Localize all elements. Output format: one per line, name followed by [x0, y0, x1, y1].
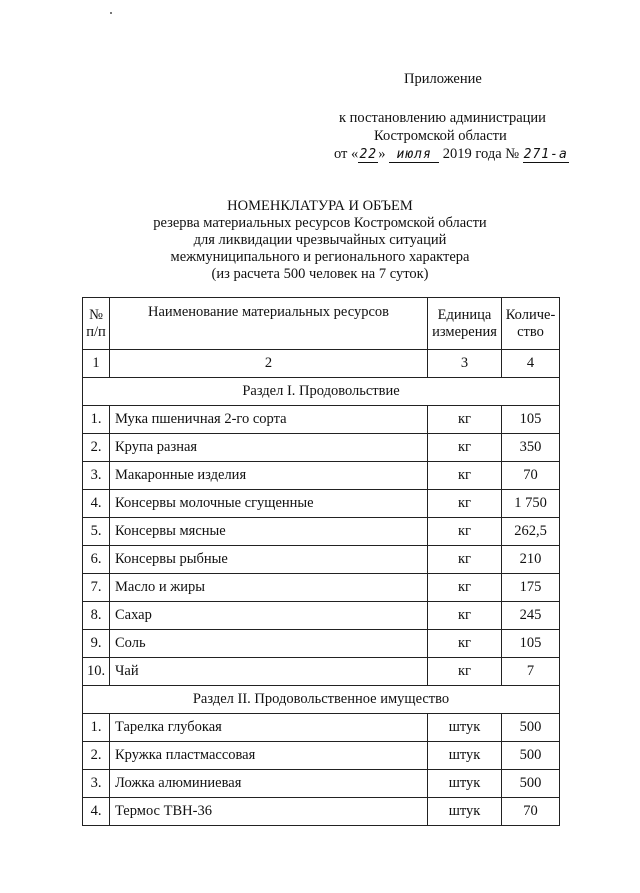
resource-name: Консервы молочные сгущенные: [110, 490, 428, 518]
unit-of-measure: кг: [428, 518, 502, 546]
unit-of-measure: кг: [428, 462, 502, 490]
index-cell: 1: [83, 350, 110, 378]
row-number: 1.: [83, 714, 110, 742]
resolution-number: 271-а: [523, 147, 568, 162]
quantity: 210: [502, 546, 560, 574]
date-quote: »: [378, 146, 386, 162]
table-row: [83, 434, 560, 462]
resource-name: Сахар: [110, 602, 428, 630]
table-row: [83, 574, 560, 602]
table-row: [83, 798, 560, 826]
date-year: 2019 года №: [442, 146, 520, 162]
title-line-3: для ликвидации чрезвычайных ситуаций: [193, 232, 447, 248]
quantity: 500: [502, 714, 560, 742]
resource-name: Масло и жиры: [110, 574, 428, 602]
resource-name: Термос ТВН-36: [110, 798, 428, 826]
resource-name: Крупа разная: [110, 434, 428, 462]
table-row: [83, 630, 560, 658]
header-unit: [428, 298, 502, 350]
index-cell: 3: [428, 350, 502, 378]
section-title: Раздел I. Продовольствие: [83, 378, 560, 406]
header-unit-line2: измерения: [432, 323, 497, 340]
unit-of-measure: кг: [428, 658, 502, 686]
table-row: [83, 490, 560, 518]
unit-of-measure: кг: [428, 406, 502, 434]
table-header-row: [83, 298, 560, 350]
unit-of-measure: кг: [428, 434, 502, 462]
resource-name: Мука пшеничная 2-го сорта: [110, 406, 428, 434]
header-num-line1: №: [89, 306, 103, 323]
index-cell: 2: [110, 350, 428, 378]
table-row: [83, 546, 560, 574]
row-number: 1.: [83, 406, 110, 434]
row-number: 5.: [83, 518, 110, 546]
date-day: 22: [359, 147, 378, 162]
quantity: 105: [502, 630, 560, 658]
quantity: 262,5: [502, 518, 560, 546]
quantity: 105: [502, 406, 560, 434]
quantity: 350: [502, 434, 560, 462]
table-row: [83, 406, 560, 434]
resource-name: Консервы рыбные: [110, 546, 428, 574]
row-number: 3.: [83, 462, 110, 490]
header-qty: [502, 298, 560, 350]
title-line-5: (из расчета 500 человек на 7 суток): [211, 266, 429, 282]
date-prefix: от «: [334, 146, 359, 162]
table-row: [83, 770, 560, 798]
table-row: [83, 742, 560, 770]
resource-name: Тарелка глубокая: [110, 714, 428, 742]
resources-table: [82, 297, 560, 826]
region-line: Костромской области: [374, 128, 507, 144]
header-num-line2: п/п: [86, 323, 106, 340]
unit-of-measure: кг: [428, 574, 502, 602]
unit-of-measure: кг: [428, 490, 502, 518]
unit-of-measure: кг: [428, 602, 502, 630]
header-num: [83, 298, 110, 350]
section-row: [83, 686, 560, 714]
header-qty-line1: Количе-: [505, 306, 556, 323]
row-number: 7.: [83, 574, 110, 602]
quantity: 1 750: [502, 490, 560, 518]
section-row: [83, 378, 560, 406]
quantity: 175: [502, 574, 560, 602]
unit-of-measure: кг: [428, 630, 502, 658]
table-row: [83, 518, 560, 546]
row-number: 4.: [83, 798, 110, 826]
row-number: 8.: [83, 602, 110, 630]
resource-name: Ложка алюминиевая: [110, 770, 428, 798]
unit-of-measure: штук: [428, 714, 502, 742]
header-unit-line1: Единица: [437, 306, 492, 323]
date-month: июля: [389, 147, 439, 163]
row-number: 3.: [83, 770, 110, 798]
quantity: 245: [502, 602, 560, 630]
resource-name: Чай: [110, 658, 428, 686]
resource-name: Кружка пластмассовая: [110, 742, 428, 770]
table-row: [83, 658, 560, 686]
quantity: 500: [502, 770, 560, 798]
header-name: Наименование материальных ресурсов: [110, 298, 428, 350]
resource-name: Соль: [110, 630, 428, 658]
quantity: 7: [502, 658, 560, 686]
title-line-2: резерва материальных ресурсов Костромской области: [153, 215, 487, 231]
row-number: 6.: [83, 546, 110, 574]
quantity: 500: [502, 742, 560, 770]
section-title: Раздел II. Продовольственное имущество: [83, 686, 560, 714]
resource-name: Консервы мясные: [110, 518, 428, 546]
header-qty-line2: ство: [517, 323, 544, 340]
row-number: 10.: [83, 658, 110, 686]
row-number: 9.: [83, 630, 110, 658]
resolution-line: к постановлению администрации: [339, 110, 546, 126]
table-row: [83, 462, 560, 490]
index-cell: 4: [502, 350, 560, 378]
row-number: 4.: [83, 490, 110, 518]
quantity: 70: [502, 462, 560, 490]
appendix-label: Приложение: [404, 71, 482, 87]
table-row: [83, 602, 560, 630]
column-index-row: [83, 350, 560, 378]
unit-of-measure: штук: [428, 798, 502, 826]
unit-of-measure: кг: [428, 546, 502, 574]
table-row: [83, 714, 560, 742]
row-number: 2.: [83, 742, 110, 770]
document-title: [0, 198, 640, 283]
title-line-4: межмуниципального и регионального характера: [170, 249, 470, 265]
unit-of-measure: штук: [428, 742, 502, 770]
date-line: [334, 146, 569, 163]
quantity: 70: [502, 798, 560, 826]
resource-name: Макаронные изделия: [110, 462, 428, 490]
title-line-1: НОМЕНКЛАТУРА И ОБЪЕМ: [227, 198, 413, 214]
unit-of-measure: штук: [428, 770, 502, 798]
scan-speck: [110, 12, 112, 14]
row-number: 2.: [83, 434, 110, 462]
table-body: [83, 378, 560, 826]
